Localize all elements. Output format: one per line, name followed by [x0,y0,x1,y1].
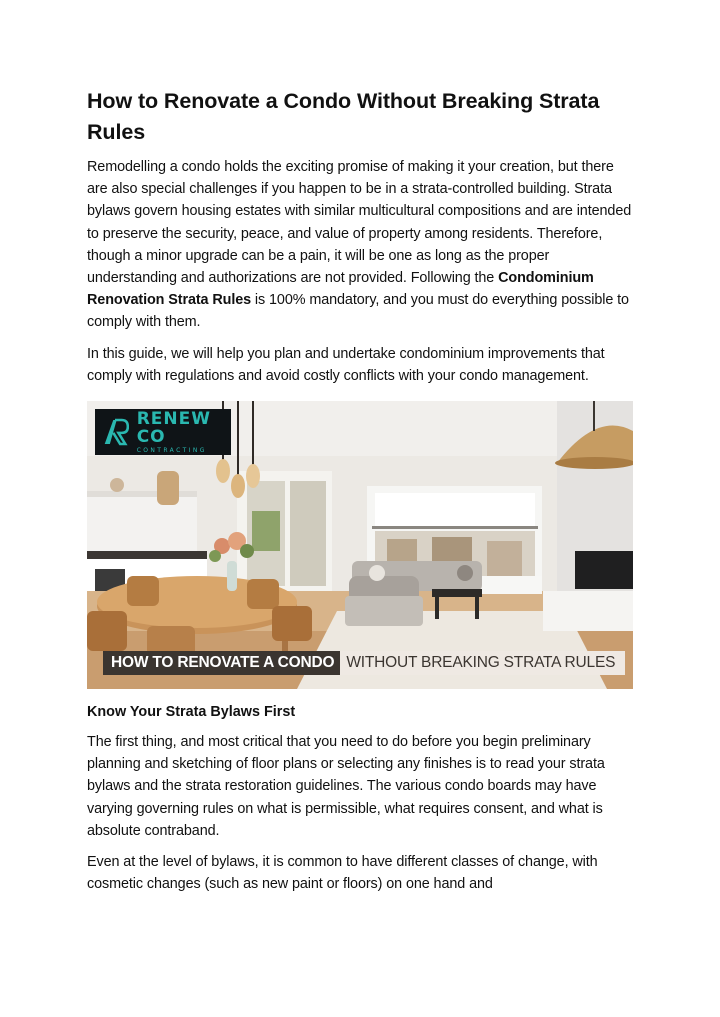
renew-co-logo [95,409,231,455]
banner-dark-text: HOW TO RENOVATE A CONDO [103,651,340,675]
article-title: How to Renovate a Condo Without Breaking Strata Rules [87,89,600,144]
section-paragraph-2: Even at the level of bylaws, it is common to have different classes of change, with cosmetic changes (such as new paint or floors) on one hand and [87,854,598,893]
hero-banner [103,651,625,675]
section-heading: Know Your Strata Bylaws First [87,704,296,721]
intro-paragraph-1 [87,156,635,334]
intro-text-end: is 100% mandatory, and you must do everything possible to comply with them. [87,292,629,331]
intro-paragraph-2: In this guide, we will help you plan and undertake condominium improvements that comply with regulations and avoid costly conflicts with your condo management. [87,345,605,384]
logo-name: RENEW CO [136,408,211,447]
logo-wordmark [137,410,231,455]
strata-rules-emphasis: Condominium Renovation Strata Rules [87,270,594,309]
hero-image [87,401,633,689]
section-paragraph-1: The first thing, and most critical that you need to do before you begin preliminary planning and sketching of floor plans or selecting any finishes is to read your strata bylaws and the strata restoration guidelines. The various condo boards may have varying governing rules on what is permissible, what requires consent, and what is absolute contraband. [87,734,605,839]
logo-subtitle: CONTRACTING [136,446,207,454]
renew-logo-mark-icon [103,416,129,448]
banner-light-text: WITHOUT BREAKING STRATA RULES [340,651,625,675]
article-body [87,86,635,904]
intro-text-start: Remodelling a condo holds the exciting promise of making it your creation, but there are also special challenges if you happen to be in a strata-controlled building. Strata bylaws govern housing estates with similar multicultural compositions and are intended to preserve the security, peace, and value of property among residents. Therefore, though a minor upgrade can be a pain, it will be one as long as the proper understanding and authorizations are not provided. Following the [87,159,632,287]
